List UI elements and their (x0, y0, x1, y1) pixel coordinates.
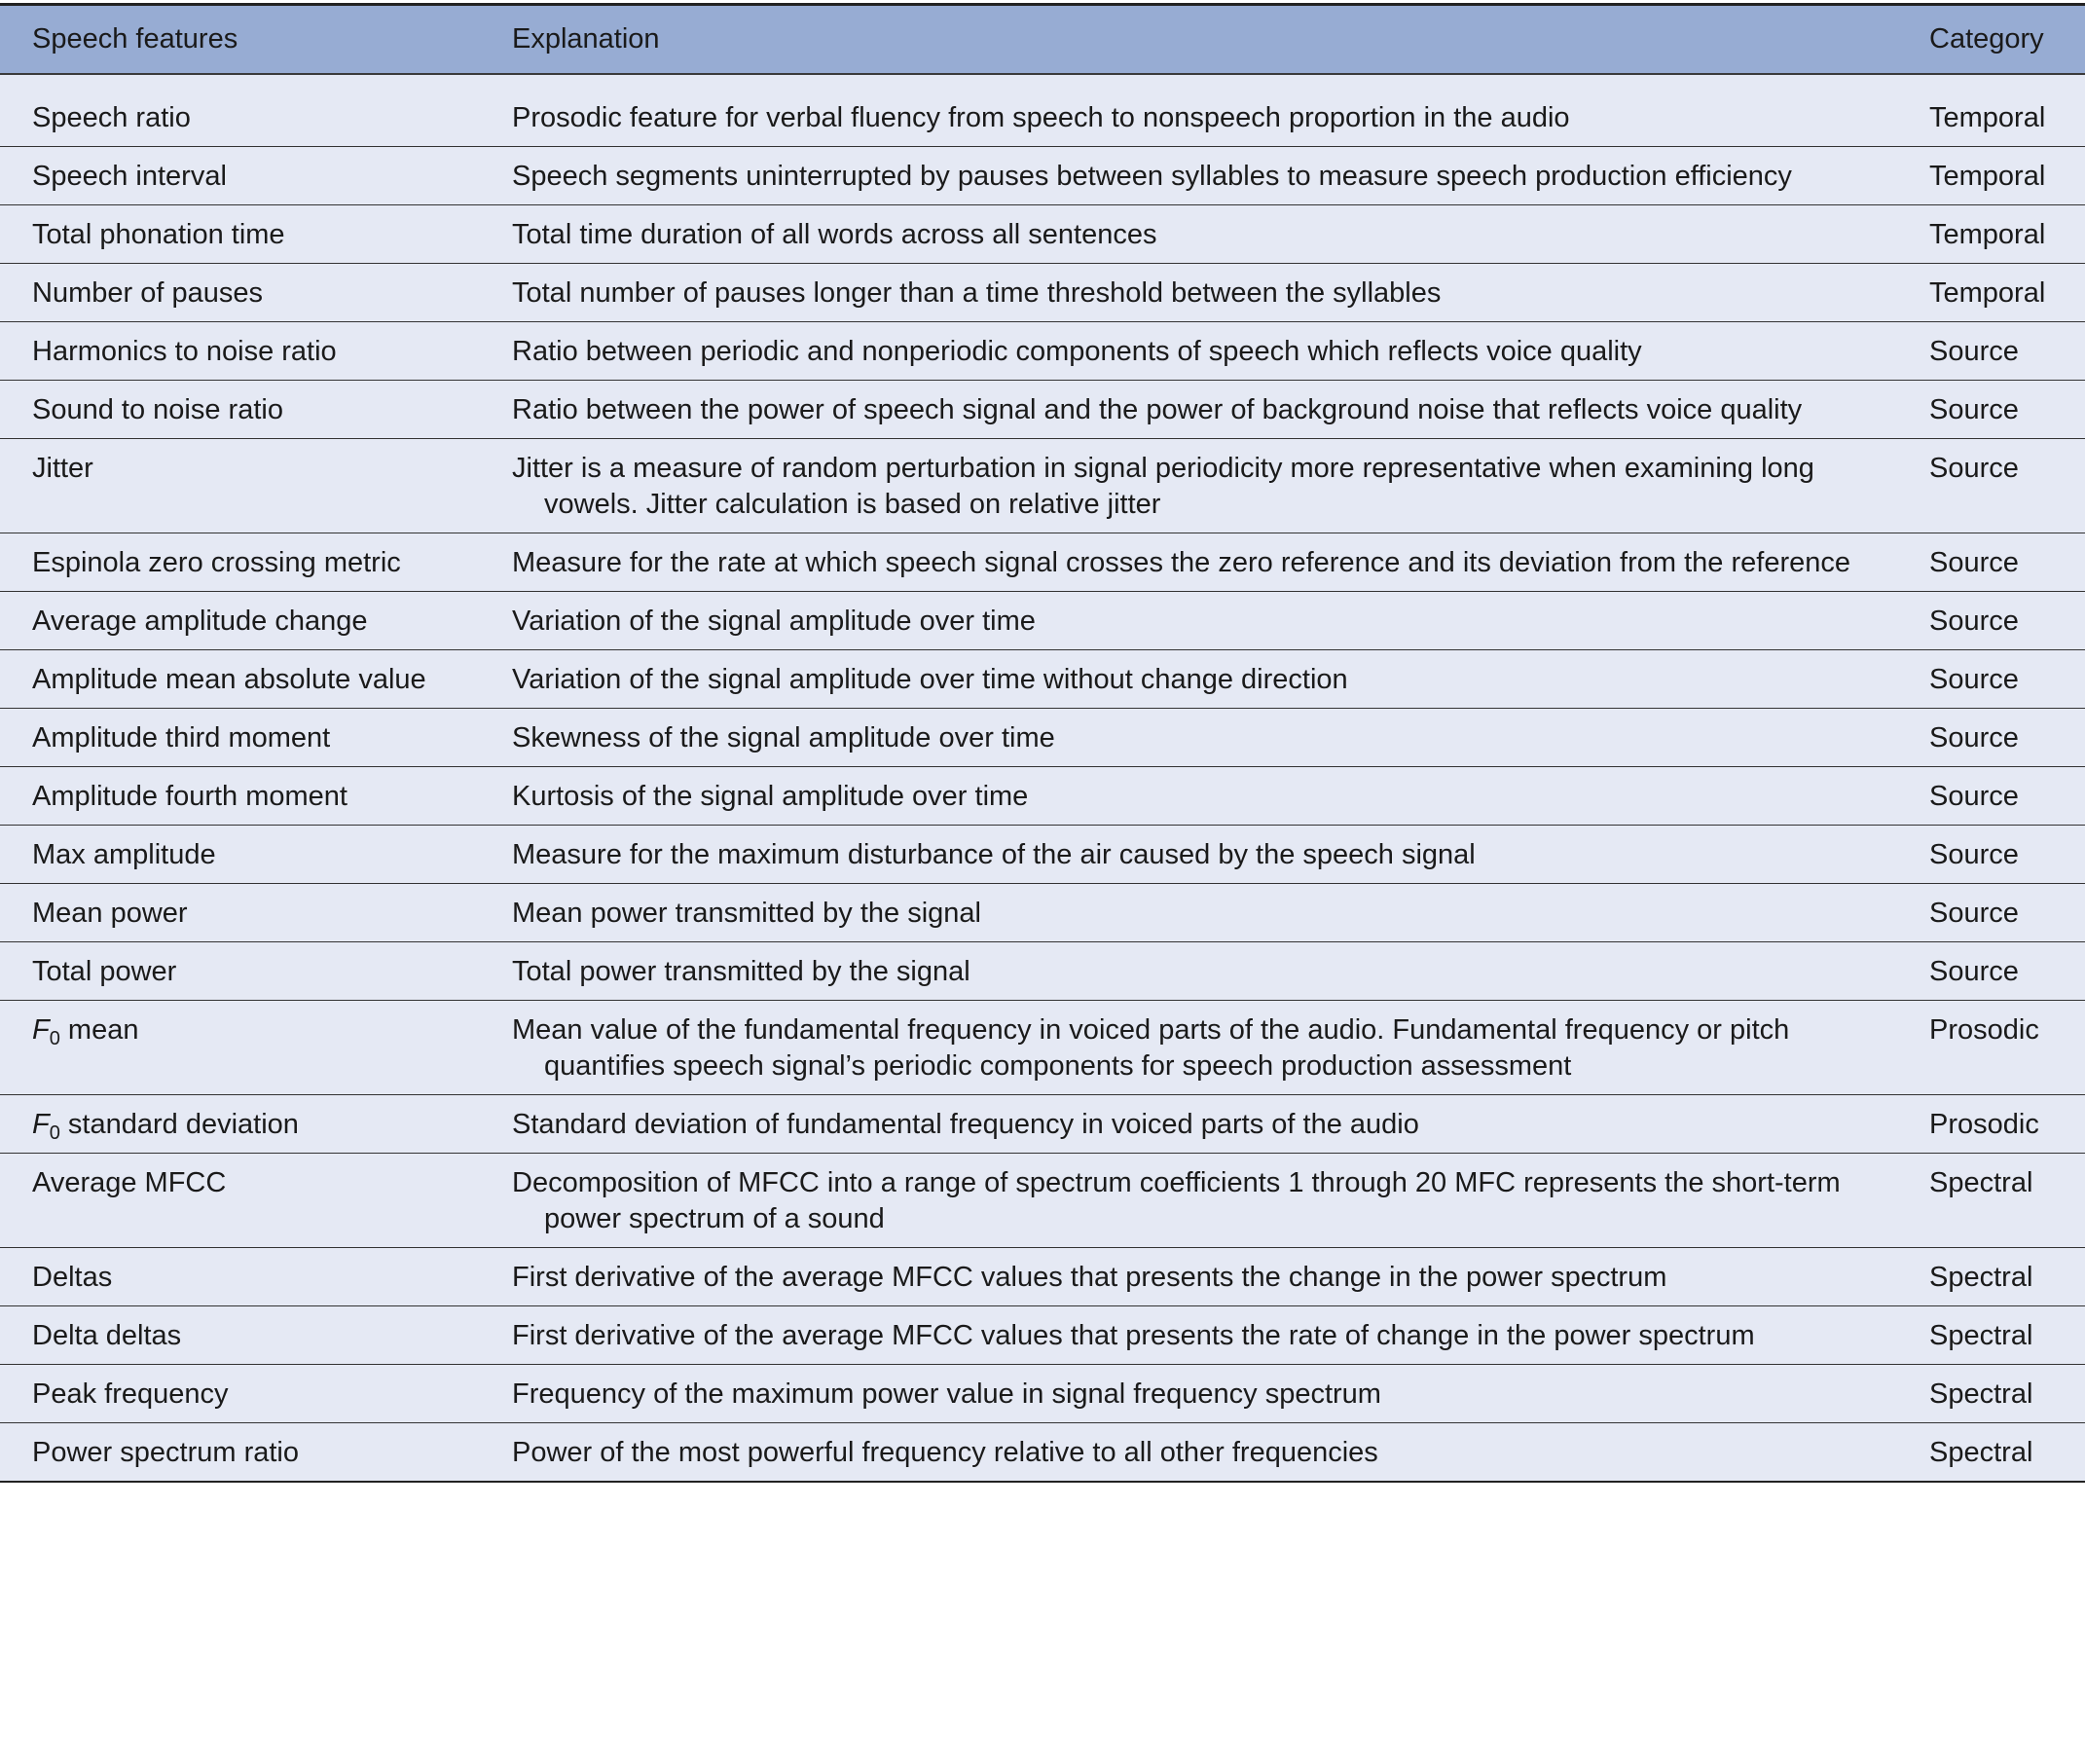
category-cell: Source (1929, 708, 2085, 766)
table-header (0, 5, 2085, 74)
feature-cell: Sound to noise ratio (0, 380, 480, 438)
explanation-cell: Skewness of the signal amplitude over time (480, 708, 1929, 766)
feature-cell: Deltas (0, 1247, 480, 1305)
table-row (0, 533, 2085, 591)
explanation-cell: Variation of the signal amplitude over time without change direction (480, 649, 1929, 708)
category-cell: Prosodic (1929, 1094, 2085, 1153)
feature-cell: Total power (0, 941, 480, 1000)
table-row (0, 591, 2085, 649)
category-cell: Temporal (1929, 146, 2085, 204)
feature-cell: Speech ratio (0, 74, 480, 147)
table-row (0, 941, 2085, 1000)
category-cell: Source (1929, 321, 2085, 380)
explanation-cell: First derivative of the average MFCC values that presents the rate of change in the power spectrum (480, 1305, 1929, 1364)
header-explanation: Explanation (480, 5, 1929, 74)
feature-cell: Amplitude third moment (0, 708, 480, 766)
explanation-cell: First derivative of the average MFCC values that presents the change in the power spectrum (480, 1247, 1929, 1305)
category-cell: Temporal (1929, 74, 2085, 147)
category-cell: Spectral (1929, 1305, 2085, 1364)
feature-cell: Amplitude fourth moment (0, 766, 480, 825)
feature-cell: Jitter (0, 438, 480, 533)
f0-symbol: $F_0$ (32, 1013, 60, 1049)
explanation-cell: Total number of pauses longer than a time threshold between the syllables (480, 263, 1929, 321)
feature-cell: Peak frequency (0, 1364, 480, 1422)
explanation-cell: Total time duration of all words across all sentences (480, 204, 1929, 263)
table-row (0, 263, 2085, 321)
category-cell: Source (1929, 766, 2085, 825)
table-row (0, 146, 2085, 204)
table-row (0, 1094, 2085, 1153)
category-cell: Temporal (1929, 204, 2085, 263)
table-row (0, 649, 2085, 708)
feature-cell: Number of pauses (0, 263, 480, 321)
explanation-cell: Ratio between periodic and nonperiodic components of speech which reflects voice quality (480, 321, 1929, 380)
category-cell: Source (1929, 438, 2085, 533)
table-row (0, 1000, 2085, 1094)
header-category: Category (1929, 5, 2085, 74)
table-row (0, 708, 2085, 766)
feature-cell: Average amplitude change (0, 591, 480, 649)
category-cell: Spectral (1929, 1247, 2085, 1305)
feature-cell: Mean power (0, 883, 480, 941)
explanation-cell: Power of the most powerful frequency relative to all other frequencies (512, 1436, 1378, 1468)
explanation-cell: Jitter is a measure of random perturbation in signal periodicity more representative when examining long vowels. Jitter calculation is based on relative jitter (480, 438, 1929, 533)
explanation-cell: Speech segments uninterrupted by pauses between syllables to measure speech production efficiency (480, 146, 1929, 204)
explanation-cell: Ratio between the power of speech signal and the power of background noise that reflects voice quality (480, 380, 1929, 438)
header-speech-features: Speech features (0, 5, 480, 74)
explanation-cell: Standard deviation of fundamental frequency in voiced parts of the audio (480, 1094, 1929, 1153)
category-cell: Source (1929, 883, 2085, 941)
category-cell: Source (1929, 941, 2085, 1000)
table-row (0, 1247, 2085, 1305)
feature-cell: Speech interval (0, 146, 480, 204)
explanation-cell: Kurtosis of the signal amplitude over time (480, 766, 1929, 825)
table-row (0, 883, 2085, 941)
category-cell: Spectral (1929, 1436, 2033, 1468)
feature-cell: Espinola zero crossing metric (0, 533, 480, 591)
explanation-cell: Measure for the rate at which speech signal crosses the zero reference and its deviation from the reference (480, 533, 1929, 591)
category-cell: Source (1929, 649, 2085, 708)
table-row (0, 1305, 2085, 1364)
table-row (0, 438, 2085, 533)
table-row (0, 321, 2085, 380)
table-body (0, 74, 2085, 1482)
feature-cell: Harmonics to noise ratio (0, 321, 480, 380)
explanation-cell: Frequency of the maximum power value in signal frequency spectrum (480, 1364, 1929, 1422)
table-row (0, 1153, 2085, 1247)
feature-cell: $F_0$ standard deviation (0, 1094, 480, 1153)
category-cell: Source (1929, 825, 2085, 883)
feature-cell: Total phonation time (0, 204, 480, 263)
category-cell: Spectral (1929, 1364, 2085, 1422)
feature-cell: Max amplitude (0, 825, 480, 883)
table-row (0, 1422, 2085, 1482)
feature-cell: Delta deltas (0, 1305, 480, 1364)
feature-cell: Average MFCC (0, 1153, 480, 1247)
table-row (0, 204, 2085, 263)
explanation-cell: Decomposition of MFCC into a range of spectrum coefficients 1 through 20 MFC represents the short-term power spectrum of a sound (480, 1153, 1929, 1247)
category-cell: Spectral (1929, 1153, 2085, 1247)
speech-features-table (0, 3, 2085, 1483)
table-row (0, 825, 2085, 883)
feature-cell: $F_0$ mean (0, 1000, 480, 1094)
table-row (0, 766, 2085, 825)
feature-cell: Power spectrum ratio (32, 1436, 299, 1468)
feature-cell: Amplitude mean absolute value (0, 649, 480, 708)
table-row (0, 74, 2085, 147)
table-row (0, 380, 2085, 438)
category-cell: Source (1929, 380, 2085, 438)
category-cell: Prosodic (1929, 1000, 2085, 1094)
explanation-cell: Mean value of the fundamental frequency in voiced parts of the audio. Fundamental frequency or pitch quantifies speech signal’s periodic components for speech production assessment (480, 1000, 1929, 1094)
explanation-cell: Prosodic feature for verbal fluency from speech to nonspeech proportion in the audio (480, 74, 1929, 147)
explanation-cell: Total power transmitted by the signal (480, 941, 1929, 1000)
explanation-cell: Mean power transmitted by the signal (480, 883, 1929, 941)
category-cell: Temporal (1929, 263, 2085, 321)
category-cell: Source (1929, 533, 2085, 591)
header-row (0, 5, 2085, 74)
table-row (0, 1364, 2085, 1422)
explanation-cell: Variation of the signal amplitude over time (480, 591, 1929, 649)
explanation-cell: Measure for the maximum disturbance of the air caused by the speech signal (480, 825, 1929, 883)
f0-symbol: $F_0$ (32, 1108, 60, 1144)
category-cell: Source (1929, 591, 2085, 649)
